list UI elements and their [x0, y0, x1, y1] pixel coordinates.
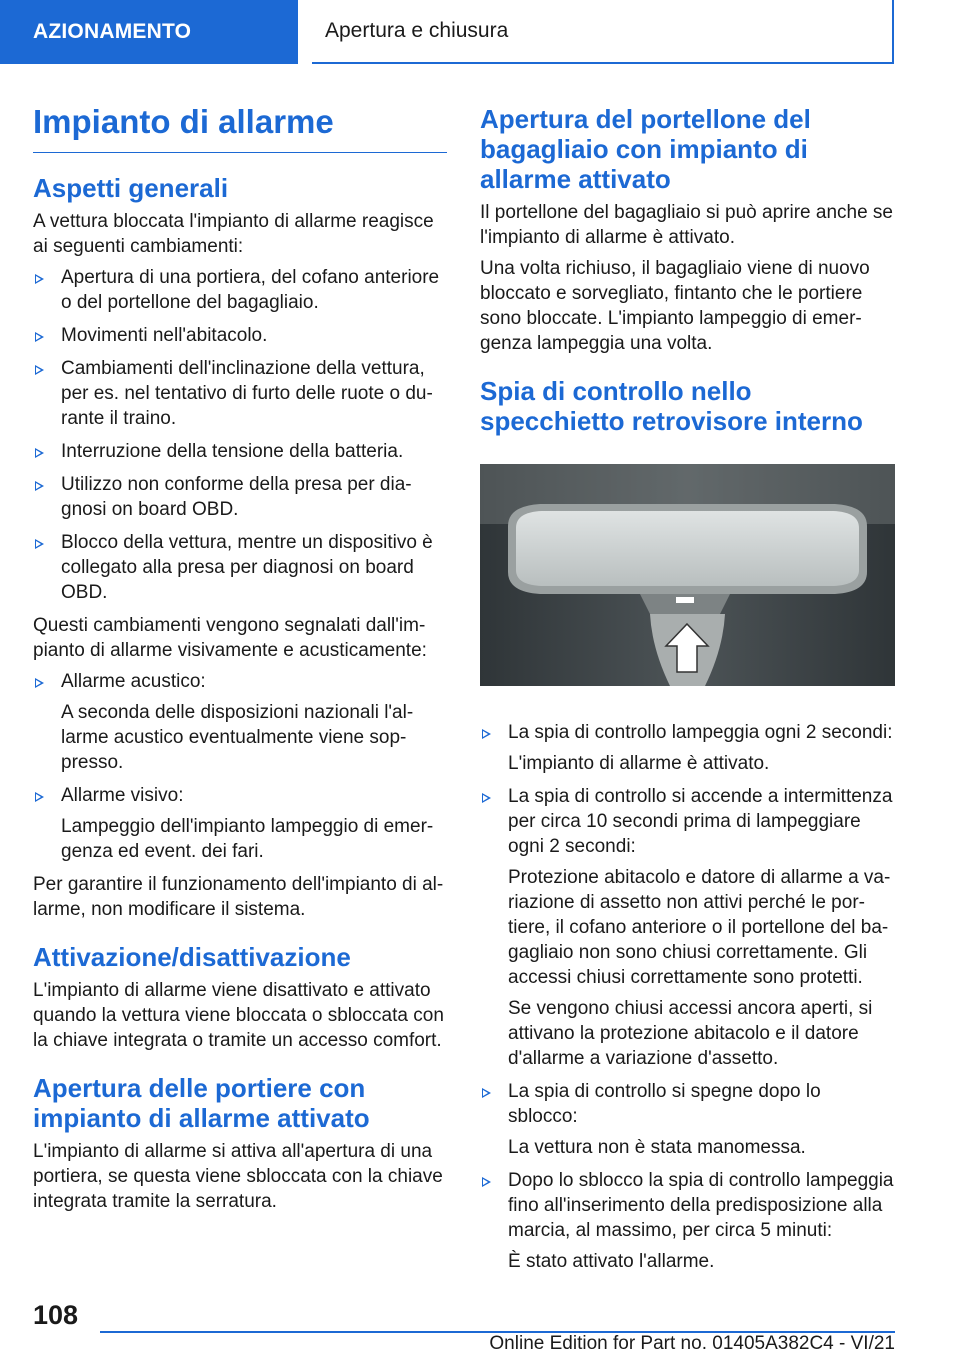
warning-paragraph: Per garantire il funzionamento dell'impianto di al-larme, non modificare il sistema. [33, 874, 444, 920]
triangle-bullet-icon [35, 539, 44, 549]
page-number: 108 [33, 1300, 79, 1330]
triangle-bullet-icon [35, 792, 44, 802]
change-list [33, 265, 447, 605]
list-item: Dopo lo sblocco la spia di controllo lampeggia fino all'inserimento della predisposizione alla marcia, al massimo, per circa 5 minuti: È stato attivato l'allarme. [480, 1168, 895, 1274]
list-item-detail: È stato attivato l'allarme. [508, 1251, 715, 1272]
triangle-bullet-icon [35, 274, 44, 284]
page-title: Impianto di allarme [33, 100, 447, 153]
triangle-bullet-icon [35, 678, 44, 688]
right-column [480, 100, 895, 1282]
list-item: Apertura di una portiera, del cofano anteriore o del portellone del bagagliaio. [33, 265, 447, 315]
mirror-drawing [480, 464, 895, 686]
list-item: Movimenti nell'abitacolo. [33, 323, 447, 348]
triangle-bullet-icon [482, 729, 491, 739]
list-item: Cambiamenti dell'inclinazione della vettura, per es. nel tentativo di furto delle ruote o du-rante il traino. [33, 356, 447, 431]
list-item-detail: Se vengono chiusi accessi ancora aperti, si attivano la protezione abitacolo e il datore d'allarme a variazione d'assetto. [508, 998, 873, 1069]
section-label: AZIONAMENTO [33, 20, 192, 43]
triangle-bullet-icon [482, 1177, 491, 1187]
list-item: La spia di controllo si spegne dopo lo sblocco: La vettura non è stata manomessa. [480, 1079, 895, 1160]
attivazione-paragraph: L'impianto di allarme viene disattivato e attivato quando la vettura viene bloccata o sbloccata con la chiave integrata o tramite un accesso comfort. [33, 980, 444, 1051]
left-column [33, 100, 447, 1220]
list-item: Allarme acustico: A seconda delle disposizioni nazionali l'al-larme acustico eventualmente viene sop-presso. [33, 669, 447, 775]
list-item: La spia di controllo si accende a intermittenza per circa 10 secondi prima di lampeggiare ogni 2 secondi: Protezione abitacolo e datore di allarme a va-riazione di assetto non attivi perché le por-tiere, il cofano anteriore o il portellone del ba-gagliaio non sono chiusi correttamente. Gli accessi chiusi correttamente sono protetti. Se vengono chiusi accessi ancora aperti, si attivano la protezione abitacolo e il datore d'allarme a variazione d'assetto. [480, 784, 895, 1071]
list-item-detail: Lampeggio dell'impianto lampeggio di emer-genza ed event. dei fari. [61, 816, 434, 862]
indicator-list [480, 720, 895, 1274]
list-item-detail: Protezione abitacolo e datore di allarme a va-riazione di assetto non attivi perché le por-tiere, il cofano anteriore o il portellone del ba-gagliaio non sono chiusi correttamente. Gli accessi chiusi correttamente sono protetti. [508, 867, 891, 988]
apertura-portiere-paragraph: L'impianto di allarme si attiva all'apertura di una portiera, se questa viene sbloccata con la chiave integrata tramite la serratura. [33, 1141, 443, 1212]
triangle-bullet-icon [35, 448, 44, 458]
triangle-bullet-icon [35, 332, 44, 342]
list-item: Blocco della vettura, mentre un dispositivo è collegato alla presa per diagnosi on board OBD. [33, 530, 447, 605]
triangle-bullet-icon [482, 793, 491, 803]
list-item: Utilizzo non conforme della presa per dia-gnosi on board OBD. [33, 472, 447, 522]
list-item: Allarme visivo: Lampeggio dell'impianto lampeggio di emer-genza ed event. dei fari. [33, 783, 447, 864]
list-item-detail: La vettura non è stata manomessa. [508, 1137, 806, 1158]
list-item: La spia di controllo lampeggia ogni 2 secondi: L'impianto di allarme è attivato. [480, 720, 895, 776]
edition-info: Online Edition for Part no. 01405A382C4 - VI/21 [489, 1333, 895, 1354]
heading-spia-controllo: Spia di controllo nello specchietto retrovisore interno [480, 376, 863, 436]
signal-paragraph: Questi cambiamenti vengono segnalati dall'im-pianto di allarme visivamente e acusticamente: [33, 615, 427, 661]
chapter-header [312, 0, 894, 64]
chapter-label: Apertura e chiusura [325, 19, 509, 42]
heading-attivazione: Attivazione/disattivazione [33, 942, 351, 972]
list-item-detail: L'impianto di allarme è attivato. [508, 753, 770, 774]
list-item-detail: A seconda delle disposizioni nazionali l'al-larme acustico eventualmente viene sop-presso. [61, 702, 414, 773]
heading-aspetti-generali: Aspetti generali [33, 173, 229, 203]
intro-paragraph: A vettura bloccata l'impianto di allarme reagisce ai seguenti cambiamenti: [33, 211, 434, 257]
heading-apertura-portellone: Apertura del portellone del bagagliaio con impianto di allarme attivato [480, 104, 811, 194]
triangle-bullet-icon [482, 1088, 491, 1098]
section-tab[interactable] [0, 0, 298, 64]
alarm-type-list [33, 669, 447, 864]
portellone-paragraph-2: Una volta richiuso, il bagagliaio viene di nuovo bloccato e sorvegliato, fintanto che le portiere sono bloccate. L'impianto lampeggio di emer-genza lampeggia una volta. [480, 258, 870, 354]
heading-apertura-portiere: Apertura delle portiere con impianto di allarme attivato [33, 1073, 370, 1133]
rearview-mirror-illustration [480, 464, 895, 686]
list-item: Interruzione della tensione della batteria. [33, 439, 447, 464]
portellone-paragraph-1: Il portellone del bagagliaio si può aprire anche se l'impianto di allarme è attivato. [480, 202, 893, 248]
triangle-bullet-icon [35, 365, 44, 375]
triangle-bullet-icon [35, 481, 44, 491]
